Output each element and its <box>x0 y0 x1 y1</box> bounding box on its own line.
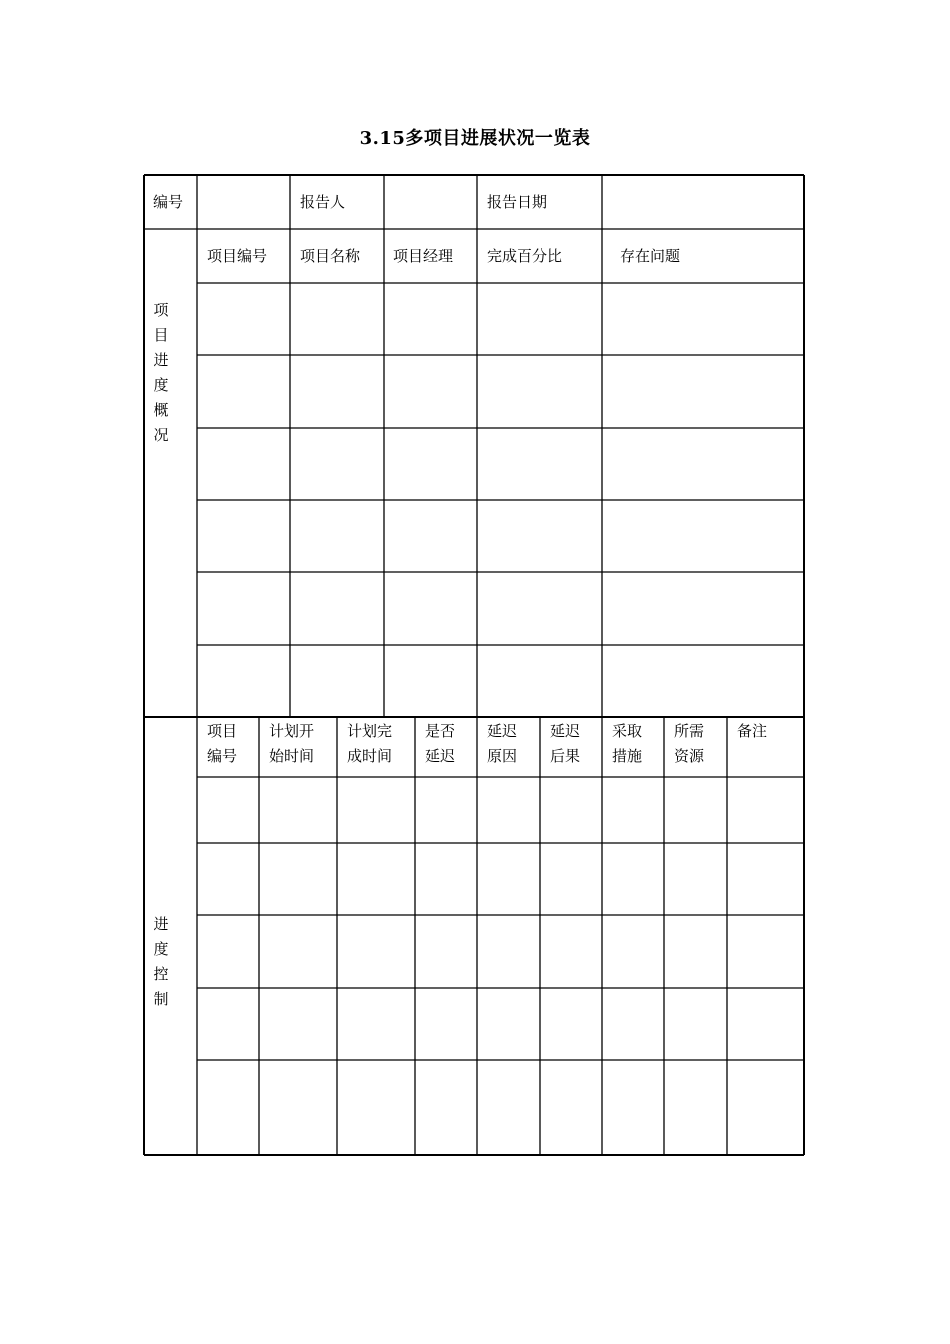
overview-col-completion: 完成百分比 <box>487 247 563 265</box>
overview-col-project-id: 项目编号 <box>207 247 268 265</box>
control-col-measures: 采取 措施 <box>612 722 643 765</box>
control-col-project-id: 项目 编号 <box>207 722 238 765</box>
overview-col-project-manager: 项目经理 <box>393 247 454 265</box>
overview-col-issues: 存在问题 <box>620 247 681 265</box>
report-date-label: 报告日期 <box>487 193 548 211</box>
control-col-delay-reason: 延迟 原因 <box>487 722 518 765</box>
control-col-delayed: 是否 延迟 <box>425 722 456 765</box>
control-col-planned-finish: 计划完 成时间 <box>347 722 393 765</box>
id-label: 编号 <box>153 193 184 211</box>
reporter-label: 报告人 <box>300 193 346 211</box>
overview-col-project-name: 项目名称 <box>300 247 361 265</box>
overview-section-label: 项目进度概况 <box>153 301 169 444</box>
control-col-planned-start: 计划开 始时间 <box>269 722 315 765</box>
control-col-resources: 所需 资源 <box>674 722 705 765</box>
control-col-delay-consequence: 延迟 后果 <box>550 722 581 765</box>
control-section-label: 进度控制 <box>153 915 169 1008</box>
page-title: 3.15多项目进展状况一览表 <box>359 128 591 149</box>
control-col-remarks: 备注 <box>737 722 768 740</box>
